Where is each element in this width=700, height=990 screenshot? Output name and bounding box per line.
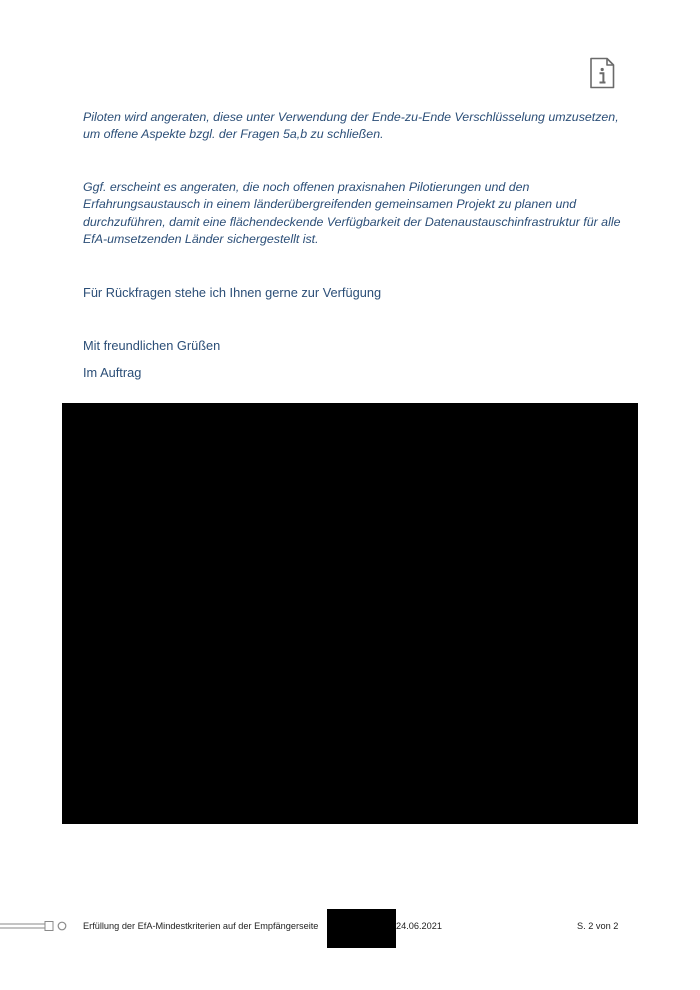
footer-page-number: S. 2 von 2 (577, 921, 619, 931)
redacted-signature-block (62, 403, 638, 824)
footer-date: 24.06.2021 (396, 921, 442, 931)
signature-line: Im Auftrag (83, 365, 142, 380)
inquiries-sentence: Für Rückfragen stehe ich Ihnen gerne zur Verfügung (83, 285, 382, 300)
redacted-footer-field (327, 909, 396, 948)
body-paragraph-2: Ggf. erscheint es angeraten, die noch offenen praxisnahen Pilotierungen und den Erfahrungsaustausch in einem länderübergreifenden gemeinsamen Projekt zu planen und durchzuführen, damit eine flächendeckende Verfügbarkeit der Datenaustauschinfrastruktur für alle EfA-umsetzenden Länder sichergestellt ist. (83, 180, 621, 247)
line-circle-icon (0, 918, 70, 934)
info-document-icon (589, 57, 615, 89)
closing-salutation: Mit freundlichen Grüßen (83, 338, 221, 353)
body-paragraph-1: Piloten wird angeraten, diese unter Verwendung der Ende-zu-Ende Verschlüsselung umzusetzen, um offene Aspekte bzgl. der Fragen 5a,b zu schließen. (83, 110, 619, 142)
footer-document-title: Erfüllung der EfA-Mindestkriterien auf der Empfängerseite (83, 921, 319, 931)
